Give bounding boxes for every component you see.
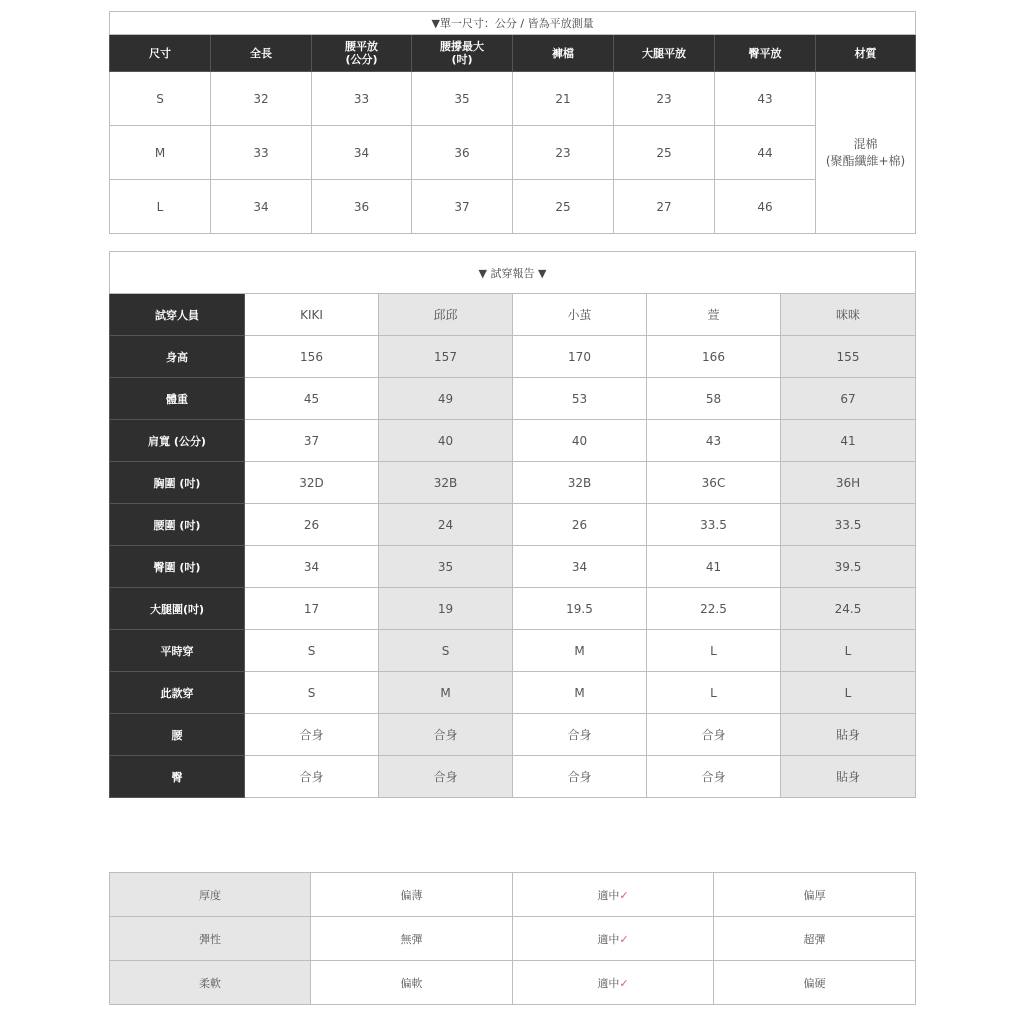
tryon-cell: 合身 [513,714,647,756]
tryon-row-label: 試穿人員 [110,294,245,336]
fabric-option-label: 偏硬 [803,976,826,990]
size-cell: 33 [312,72,412,126]
tryon-row-label: 肩寬 (公分) [110,420,245,462]
tryon-cell: 40 [379,420,513,462]
size-cell: 33 [211,126,312,180]
tryon-cell: 貼身 [781,756,916,798]
tryon-row [110,672,916,714]
tryon-row-label: 身高 [110,336,245,378]
tryon-row [110,378,916,420]
size-header-rise: 褲檔 [513,35,614,72]
size-chart-caption: ▼單一尺寸：公分 / 皆為平放測量 [110,12,916,35]
tryon-cell: 67 [781,378,916,420]
fabric-option [311,917,513,961]
tryon-cell: M [513,672,647,714]
tryon-row-label: 臀圍 (吋) [110,546,245,588]
tryon-row-label: 腰圍 (吋) [110,504,245,546]
fabric-row-label: 彈性 [110,917,311,961]
fabric-option-label: 適中 [597,888,620,902]
fabric-option-label: 偏厚 [803,888,826,902]
size-cell: S [110,72,211,126]
size-cell: 32 [211,72,312,126]
tryon-cell: 合身 [647,756,781,798]
size-cell: 25 [614,126,715,180]
fabric-option [513,961,714,1005]
tryon-row-label: 此款穿 [110,672,245,714]
fabric-row-label: 柔軟 [110,961,311,1005]
tryon-cell: 45 [245,378,379,420]
fabric-option [714,873,916,917]
tryon-cell: 41 [781,420,916,462]
tryon-cell: L [647,630,781,672]
tryon-cell: 19.5 [513,588,647,630]
size-header-material: 材質 [816,35,916,72]
size-cell: L [110,180,211,234]
size-header-waist-max: 腰撐最大 (吋) [412,35,513,72]
tryon-cell: 合身 [245,714,379,756]
tryon-row-label: 臀 [110,756,245,798]
fabric-option [311,873,513,917]
tryon-cell: 22.5 [647,588,781,630]
tryon-cell: 49 [379,378,513,420]
fabric-option [513,873,714,917]
tryon-row [110,336,916,378]
tryon-row [110,714,916,756]
tryon-cell: KIKI [245,294,379,336]
fabric-option-label: 偏軟 [400,976,423,990]
tryon-cell: 合身 [245,756,379,798]
tryon-cell: 17 [245,588,379,630]
tryon-cell: 37 [245,420,379,462]
fabric-option-label: 超彈 [803,932,826,946]
fabric-row-label: 厚度 [110,873,311,917]
tryon-cell: 32B [513,462,647,504]
size-header-thigh: 大腿平放 [614,35,715,72]
size-header-waist-flat: 腰平放 (公分) [312,35,412,72]
fabric-option [714,961,916,1005]
tryon-cell: 36H [781,462,916,504]
size-cell: 25 [513,180,614,234]
fabric-option-label: 適中 [597,932,620,946]
tryon-cell: S [379,630,513,672]
size-cell: 43 [715,72,816,126]
size-cell: 46 [715,180,816,234]
tryon-cell: 170 [513,336,647,378]
tryon-report-caption: ▼ 試穿報告 ▼ [110,252,916,294]
material-cell: 混棉 (聚酯纖維+棉) [816,72,916,234]
tryon-cell: 33.5 [647,504,781,546]
tryon-cell: 36C [647,462,781,504]
size-cell: 36 [412,126,513,180]
tryon-cell: 26 [245,504,379,546]
size-header-hip: 臀平放 [715,35,816,72]
fabric-row [110,961,916,1005]
tryon-cell: 35 [379,546,513,588]
tryon-cell: M [379,672,513,714]
tryon-cell: 58 [647,378,781,420]
tryon-cell: 166 [647,336,781,378]
tryon-cell: 157 [379,336,513,378]
tryon-cell: 34 [245,546,379,588]
check-mark-icon: ✓ [619,976,629,990]
tryon-cell: 155 [781,336,916,378]
tryon-cell: 41 [647,546,781,588]
fabric-option-label: 適中 [597,976,620,990]
size-chart-table [109,11,916,234]
size-cell: 35 [412,72,513,126]
size-row-l [110,180,916,234]
check-mark-icon: ✓ [619,888,629,902]
tryon-cell: 小茧 [513,294,647,336]
tryon-cell: 24.5 [781,588,916,630]
tryon-row [110,420,916,462]
tryon-row [110,588,916,630]
size-cell: 34 [312,126,412,180]
tryon-cell: 24 [379,504,513,546]
tryon-cell: 33.5 [781,504,916,546]
tryon-cell: 咪咪 [781,294,916,336]
tryon-cell: S [245,630,379,672]
tryon-cell: 合身 [379,756,513,798]
fabric-option-label: 無彈 [400,932,423,946]
tryon-row [110,546,916,588]
size-cell: 23 [513,126,614,180]
tryon-row-label: 體重 [110,378,245,420]
tryon-cell: 合身 [513,756,647,798]
tryon-cell: 40 [513,420,647,462]
fabric-info-table [109,872,916,1005]
tryon-row [110,462,916,504]
size-header-length: 全長 [211,35,312,72]
tryon-row [110,504,916,546]
tryon-cell: 邱邱 [379,294,513,336]
tryon-row-label: 平時穿 [110,630,245,672]
fabric-row [110,917,916,961]
size-cell: 27 [614,180,715,234]
tryon-cell: 合身 [647,714,781,756]
fabric-option [714,917,916,961]
fabric-option-label: 偏薄 [400,888,423,902]
tryon-cell: L [781,672,916,714]
tryon-cell: 32B [379,462,513,504]
tryon-cell: 53 [513,378,647,420]
size-cell: 44 [715,126,816,180]
size-cell: 36 [312,180,412,234]
tryon-row-label: 大腿圍(吋) [110,588,245,630]
tryon-cell: M [513,630,647,672]
tryon-cell: L [781,630,916,672]
tryon-cell: 39.5 [781,546,916,588]
size-row-m [110,126,916,180]
tryon-row [110,756,916,798]
size-cell: M [110,126,211,180]
tryon-cell: 合身 [379,714,513,756]
size-cell: 37 [412,180,513,234]
size-header-size: 尺寸 [110,35,211,72]
tryon-cell: 19 [379,588,513,630]
tryon-cell: 26 [513,504,647,546]
tryon-row-label: 腰 [110,714,245,756]
tryon-row [110,294,916,336]
fabric-row [110,873,916,917]
tryon-cell: S [245,672,379,714]
size-row-s [110,72,916,126]
tryon-cell: 萱 [647,294,781,336]
tryon-cell: 32D [245,462,379,504]
tryon-cell: L [647,672,781,714]
fabric-option [311,961,513,1005]
tryon-cell: 156 [245,336,379,378]
tryon-cell: 34 [513,546,647,588]
check-mark-icon: ✓ [619,932,629,946]
tryon-cell: 貼身 [781,714,916,756]
size-cell: 21 [513,72,614,126]
tryon-report-table [109,251,916,798]
size-cell: 23 [614,72,715,126]
tryon-cell: 43 [647,420,781,462]
fabric-option [513,917,714,961]
tryon-row-label: 胸圍 (吋) [110,462,245,504]
tryon-row [110,630,916,672]
size-cell: 34 [211,180,312,234]
